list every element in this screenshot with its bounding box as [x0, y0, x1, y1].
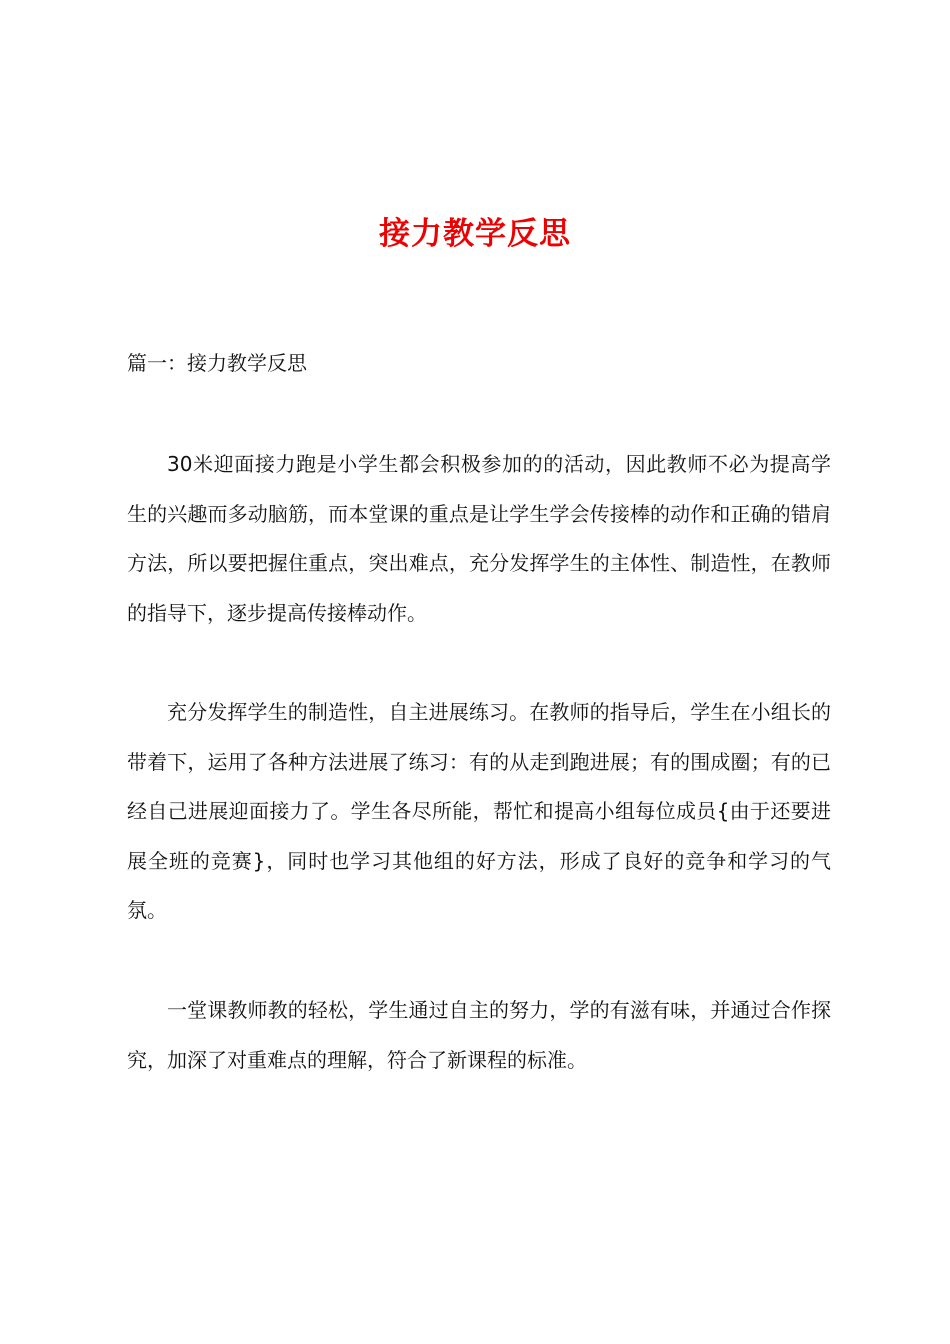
document-title: 接力教学反思 — [379, 216, 571, 252]
paragraph-3: 一堂课教师教的轻松，学生通过自主的努力，学的有滋有味，并通过合作探究，加深了对重难点的理解，符合了新课程的标准。 — [127, 998, 831, 1072]
section-heading: 篇一：接力教学反思 — [127, 351, 307, 375]
paragraph-1: 30米迎面接力跑是小学生都会积极参加的的活动，因此教师不必为提高学生的兴趣而多动脑筋，而本堂课的重点是让学生学会传接棒的动作和正确的错肩方法，所以要把握住重点，突出难点，充分发挥学生的主体性、制造性，在教师的指导下，逐步提高传接棒动作。 — [127, 452, 831, 625]
paragraph-2: 充分发挥学生的制造性，自主进展练习。在教师的指导后，学生在小组长的带着下，运用了各种方法进展了练习：有的从走到跑进展；有的围成圈；有的已经自己进展迎面接力了。学生各尽所能，帮忙和提高小组每位成员{由于还要进展全班的竞赛}，同时也学习其他组的好方法，形成了良好的竞争和学习的气氛。 — [127, 700, 831, 922]
